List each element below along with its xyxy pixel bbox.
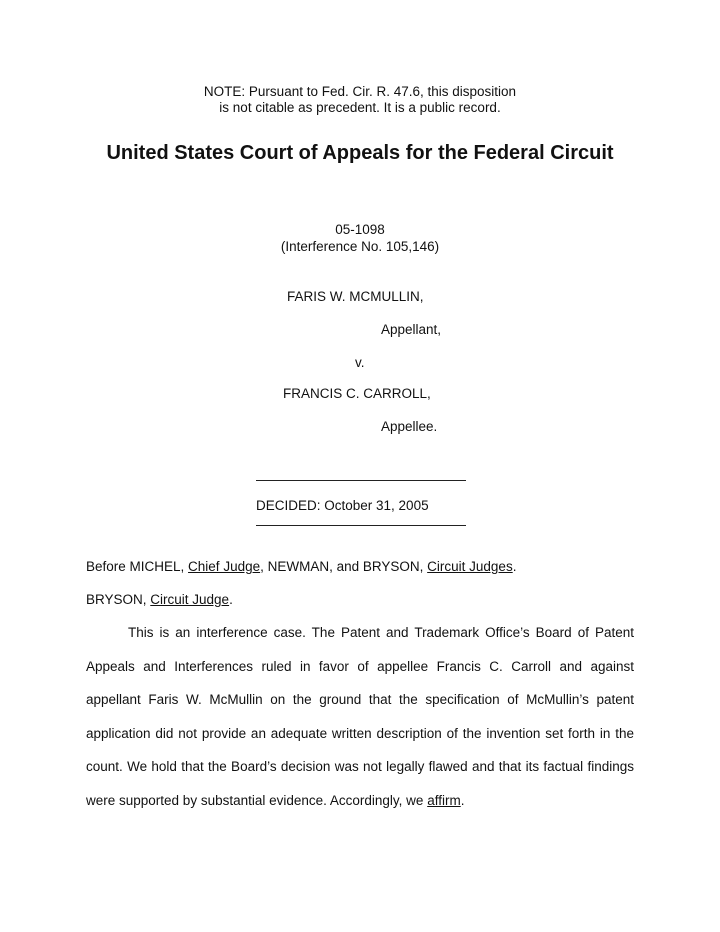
appellant-name: FARIS W. MCMULLIN,	[287, 289, 424, 304]
appellee-role: Appellee.	[381, 419, 438, 434]
author-name: BRYSON,	[86, 592, 151, 607]
author-line	[86, 591, 233, 608]
non-precedential-note	[0, 84, 720, 116]
appellee-name: FRANCIS C. CARROLL,	[283, 386, 431, 401]
author-title: Circuit Judge	[150, 592, 230, 607]
divider-bottom	[256, 525, 466, 526]
note-line-1: NOTE: Pursuant to Fed. Cir. R. 47.6, this disposition	[203, 84, 517, 99]
appellant-role: Appellant,	[381, 322, 442, 337]
panel-middle: , NEWMAN, and BRYSON,	[260, 559, 428, 574]
opinion-end: .	[460, 792, 465, 808]
interference-number: (Interference No. 105,146)	[280, 239, 440, 254]
decided-date: DECIDED: October 31, 2005	[256, 498, 429, 513]
disposition: affirm	[427, 792, 461, 808]
panel-suffix: .	[512, 559, 517, 574]
chief-judge-title: Chief Judge	[188, 559, 261, 574]
circuit-judges-title: Circuit Judges	[427, 559, 513, 574]
docket-block	[0, 221, 720, 255]
panel-prefix: Before MICHEL,	[86, 559, 189, 574]
versus: v.	[355, 355, 365, 370]
opinion-text: This is an interference case. The Patent and Trademark Office’s Board of Patent Appeals and Interferences ruled in favor of appellee Francis C. Carroll and against appellant Faris W. McMullin on the ground that the specification of McMullin’s patent application did not provide an adequate written description of the invention set forth in the count. We hold that the Board’s decision was not legally flawed and that its factual findings were supported by substantial evidence. Accordingly, we	[86, 625, 634, 808]
court-title: United States Court of Appeals for the Federal Circuit	[106, 142, 614, 164]
note-line-2: is not citable as precedent. It is a public record.	[219, 100, 501, 115]
docket-number: 05-1098	[335, 222, 385, 237]
divider-top	[256, 480, 466, 481]
author-suffix: .	[229, 592, 233, 607]
opinion-paragraph	[86, 616, 634, 817]
panel-line	[86, 558, 516, 575]
